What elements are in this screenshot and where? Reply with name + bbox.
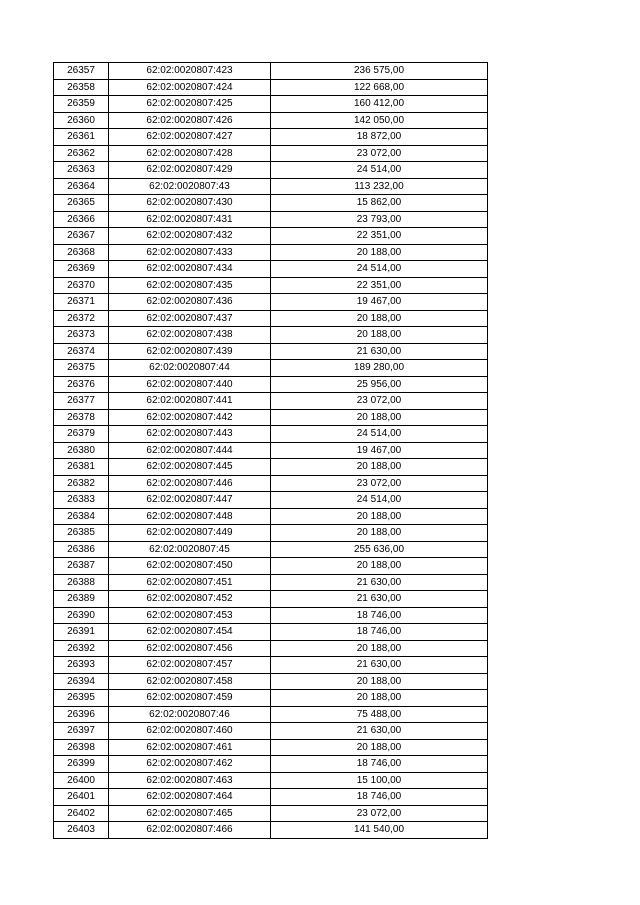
cadastral-number-cell: 62:02:0020807:43 (109, 178, 271, 195)
value-cell: 141 540,00 (271, 822, 488, 839)
row-number-cell: 26393 (54, 657, 109, 674)
document-page (53, 62, 487, 839)
row-number-cell: 26387 (54, 558, 109, 575)
cadastral-number-cell: 62:02:0020807:432 (109, 228, 271, 245)
value-cell: 255 636,00 (271, 541, 488, 558)
row-number-cell: 26378 (54, 409, 109, 426)
cadastral-number-cell: 62:02:0020807:464 (109, 789, 271, 806)
table-row (54, 195, 488, 212)
table-row (54, 277, 488, 294)
value-cell: 21 630,00 (271, 591, 488, 608)
row-number-cell: 26397 (54, 723, 109, 740)
cadastral-number-cell: 62:02:0020807:457 (109, 657, 271, 674)
value-cell: 20 188,00 (271, 244, 488, 261)
cadastral-number-cell: 62:02:0020807:453 (109, 607, 271, 624)
value-cell: 18 872,00 (271, 129, 488, 146)
value-cell: 19 467,00 (271, 442, 488, 459)
value-cell: 24 514,00 (271, 426, 488, 443)
cadastral-number-cell: 62:02:0020807:449 (109, 525, 271, 542)
row-number-cell: 26381 (54, 459, 109, 476)
value-cell: 20 188,00 (271, 327, 488, 344)
table-row (54, 244, 488, 261)
value-cell: 20 188,00 (271, 640, 488, 657)
cadastral-number-cell: 62:02:0020807:447 (109, 492, 271, 509)
cadastral-number-cell: 62:02:0020807:460 (109, 723, 271, 740)
table-row (54, 162, 488, 179)
cadastral-number-cell: 62:02:0020807:465 (109, 805, 271, 822)
value-cell: 75 488,00 (271, 706, 488, 723)
row-number-cell: 26365 (54, 195, 109, 212)
value-cell: 142 050,00 (271, 112, 488, 129)
row-number-cell: 26375 (54, 360, 109, 377)
value-cell: 23 793,00 (271, 211, 488, 228)
table-row (54, 393, 488, 410)
value-cell: 113 232,00 (271, 178, 488, 195)
row-number-cell: 26385 (54, 525, 109, 542)
value-cell: 160 412,00 (271, 96, 488, 113)
row-number-cell: 26384 (54, 508, 109, 525)
value-cell: 20 188,00 (271, 459, 488, 476)
table-row (54, 673, 488, 690)
cadastral-number-cell: 62:02:0020807:446 (109, 475, 271, 492)
cadastral-number-cell: 62:02:0020807:45 (109, 541, 271, 558)
cadastral-number-cell: 62:02:0020807:423 (109, 63, 271, 80)
value-cell: 20 188,00 (271, 508, 488, 525)
table-row (54, 541, 488, 558)
row-number-cell: 26383 (54, 492, 109, 509)
table-row (54, 525, 488, 542)
table-row (54, 96, 488, 113)
cadastral-number-cell: 62:02:0020807:430 (109, 195, 271, 212)
table-row (54, 376, 488, 393)
cadastral-number-cell: 62:02:0020807:440 (109, 376, 271, 393)
value-cell: 21 630,00 (271, 723, 488, 740)
table-row (54, 690, 488, 707)
table-row (54, 789, 488, 806)
value-cell: 122 668,00 (271, 79, 488, 96)
value-cell: 23 072,00 (271, 393, 488, 410)
row-number-cell: 26390 (54, 607, 109, 624)
table-row (54, 409, 488, 426)
row-number-cell: 26367 (54, 228, 109, 245)
value-cell: 189 280,00 (271, 360, 488, 377)
cadastral-number-cell: 62:02:0020807:463 (109, 772, 271, 789)
row-number-cell: 26379 (54, 426, 109, 443)
cadastral-number-cell: 62:02:0020807:441 (109, 393, 271, 410)
row-number-cell: 26402 (54, 805, 109, 822)
row-number-cell: 26360 (54, 112, 109, 129)
value-cell: 24 514,00 (271, 162, 488, 179)
row-number-cell: 26374 (54, 343, 109, 360)
row-number-cell: 26368 (54, 244, 109, 261)
cadastral-number-cell: 62:02:0020807:456 (109, 640, 271, 657)
value-cell: 23 072,00 (271, 805, 488, 822)
table-row (54, 228, 488, 245)
value-cell: 20 188,00 (271, 525, 488, 542)
cadastral-number-cell: 62:02:0020807:426 (109, 112, 271, 129)
cadastral-number-cell: 62:02:0020807:451 (109, 574, 271, 591)
table-row (54, 508, 488, 525)
table-row (54, 723, 488, 740)
cadastral-number-cell: 62:02:0020807:459 (109, 690, 271, 707)
table-row (54, 129, 488, 146)
table-row (54, 624, 488, 641)
row-number-cell: 26377 (54, 393, 109, 410)
cadastral-number-cell: 62:02:0020807:461 (109, 739, 271, 756)
table-row (54, 360, 488, 377)
table-row (54, 261, 488, 278)
row-number-cell: 26358 (54, 79, 109, 96)
table-row (54, 756, 488, 773)
row-number-cell: 26380 (54, 442, 109, 459)
row-number-cell: 26382 (54, 475, 109, 492)
row-number-cell: 26401 (54, 789, 109, 806)
value-cell: 18 746,00 (271, 756, 488, 773)
value-cell: 21 630,00 (271, 657, 488, 674)
value-cell: 23 072,00 (271, 475, 488, 492)
table-row (54, 591, 488, 608)
value-cell: 22 351,00 (271, 277, 488, 294)
value-cell: 20 188,00 (271, 310, 488, 327)
row-number-cell: 26376 (54, 376, 109, 393)
row-number-cell: 26364 (54, 178, 109, 195)
table-row (54, 294, 488, 311)
cadastral-number-cell: 62:02:0020807:436 (109, 294, 271, 311)
cadastral-number-cell: 62:02:0020807:424 (109, 79, 271, 96)
row-number-cell: 26372 (54, 310, 109, 327)
row-number-cell: 26394 (54, 673, 109, 690)
cadastral-number-cell: 62:02:0020807:466 (109, 822, 271, 839)
cadastral-number-cell: 62:02:0020807:443 (109, 426, 271, 443)
table-row (54, 822, 488, 839)
table-row (54, 558, 488, 575)
row-number-cell: 26400 (54, 772, 109, 789)
cadastral-number-cell: 62:02:0020807:425 (109, 96, 271, 113)
cadastral-number-cell: 62:02:0020807:448 (109, 508, 271, 525)
row-number-cell: 26359 (54, 96, 109, 113)
value-cell: 20 188,00 (271, 690, 488, 707)
value-cell: 15 862,00 (271, 195, 488, 212)
cadastral-number-cell: 62:02:0020807:450 (109, 558, 271, 575)
table-row (54, 492, 488, 509)
value-cell: 21 630,00 (271, 574, 488, 591)
table-row (54, 475, 488, 492)
value-cell: 20 188,00 (271, 739, 488, 756)
table-row (54, 805, 488, 822)
table-row (54, 112, 488, 129)
row-number-cell: 26403 (54, 822, 109, 839)
value-cell: 21 630,00 (271, 343, 488, 360)
table-row (54, 310, 488, 327)
cadastral-number-cell: 62:02:0020807:442 (109, 409, 271, 426)
cadastral-number-cell: 62:02:0020807:429 (109, 162, 271, 179)
row-number-cell: 26391 (54, 624, 109, 641)
value-cell: 15 100,00 (271, 772, 488, 789)
cadastral-number-cell: 62:02:0020807:428 (109, 145, 271, 162)
cadastral-number-cell: 62:02:0020807:445 (109, 459, 271, 476)
table-row (54, 211, 488, 228)
row-number-cell: 26388 (54, 574, 109, 591)
row-number-cell: 26370 (54, 277, 109, 294)
table-row (54, 426, 488, 443)
cadastral-number-cell: 62:02:0020807:444 (109, 442, 271, 459)
row-number-cell: 26361 (54, 129, 109, 146)
value-cell: 20 188,00 (271, 409, 488, 426)
table-row (54, 607, 488, 624)
row-number-cell: 26366 (54, 211, 109, 228)
table-row (54, 79, 488, 96)
cadastral-number-cell: 62:02:0020807:435 (109, 277, 271, 294)
cadastral-number-cell: 62:02:0020807:454 (109, 624, 271, 641)
value-cell: 23 072,00 (271, 145, 488, 162)
value-cell: 18 746,00 (271, 789, 488, 806)
value-cell: 25 956,00 (271, 376, 488, 393)
value-cell: 236 575,00 (271, 63, 488, 80)
row-number-cell: 26386 (54, 541, 109, 558)
table-row (54, 657, 488, 674)
cadastral-number-cell: 62:02:0020807:438 (109, 327, 271, 344)
table-row (54, 145, 488, 162)
cadastral-number-cell: 62:02:0020807:434 (109, 261, 271, 278)
row-number-cell: 26392 (54, 640, 109, 657)
table-row (54, 63, 488, 80)
cadastral-number-cell: 62:02:0020807:437 (109, 310, 271, 327)
value-cell: 18 746,00 (271, 607, 488, 624)
value-cell: 24 514,00 (271, 492, 488, 509)
cadastral-value-table (53, 62, 488, 839)
row-number-cell: 26395 (54, 690, 109, 707)
cadastral-number-cell: 62:02:0020807:458 (109, 673, 271, 690)
row-number-cell: 26369 (54, 261, 109, 278)
table-row (54, 574, 488, 591)
row-number-cell: 26363 (54, 162, 109, 179)
table-row (54, 772, 488, 789)
table-row (54, 343, 488, 360)
value-cell: 20 188,00 (271, 558, 488, 575)
cadastral-number-cell: 62:02:0020807:439 (109, 343, 271, 360)
value-cell: 22 351,00 (271, 228, 488, 245)
row-number-cell: 26398 (54, 739, 109, 756)
cadastral-number-cell: 62:02:0020807:431 (109, 211, 271, 228)
table-row (54, 739, 488, 756)
cadastral-number-cell: 62:02:0020807:452 (109, 591, 271, 608)
row-number-cell: 26371 (54, 294, 109, 311)
value-cell: 19 467,00 (271, 294, 488, 311)
value-cell: 20 188,00 (271, 673, 488, 690)
cadastral-number-cell: 62:02:0020807:433 (109, 244, 271, 261)
table-row (54, 178, 488, 195)
row-number-cell: 26373 (54, 327, 109, 344)
cadastral-number-cell: 62:02:0020807:427 (109, 129, 271, 146)
cadastral-number-cell: 62:02:0020807:44 (109, 360, 271, 377)
row-number-cell: 26389 (54, 591, 109, 608)
row-number-cell: 26396 (54, 706, 109, 723)
table-row (54, 442, 488, 459)
table-row (54, 459, 488, 476)
table-row (54, 640, 488, 657)
table-body (54, 63, 488, 839)
value-cell: 18 746,00 (271, 624, 488, 641)
cadastral-number-cell: 62:02:0020807:462 (109, 756, 271, 773)
table-row (54, 327, 488, 344)
value-cell: 24 514,00 (271, 261, 488, 278)
table-row (54, 706, 488, 723)
row-number-cell: 26362 (54, 145, 109, 162)
cadastral-number-cell: 62:02:0020807:46 (109, 706, 271, 723)
row-number-cell: 26357 (54, 63, 109, 80)
row-number-cell: 26399 (54, 756, 109, 773)
